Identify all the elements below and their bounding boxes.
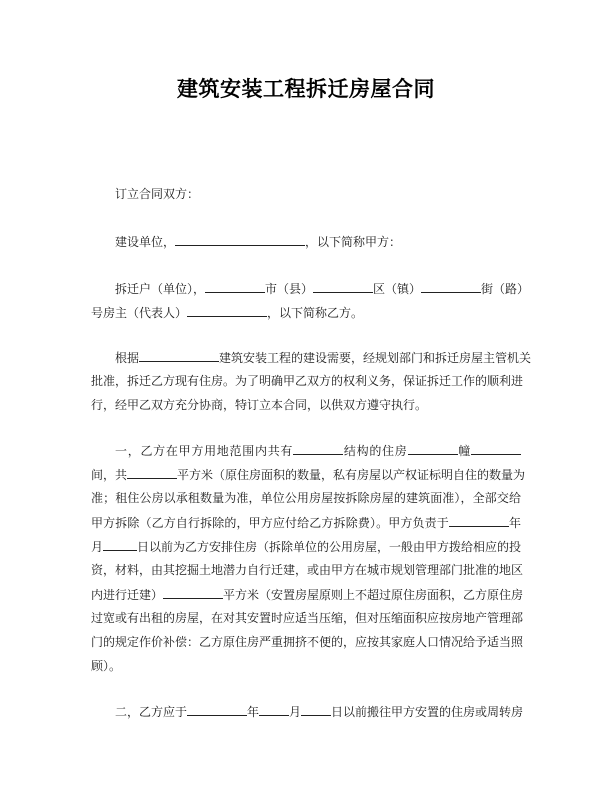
party-a-name-blank[interactable] <box>175 234 305 246</box>
move-day-blank[interactable] <box>301 704 331 716</box>
party-b-line-1: 拆迁户（单位）， 市（县） 区（镇） 街（路） <box>115 282 530 296</box>
month-day-blank[interactable] <box>103 539 137 551</box>
clause1-line-1: 一，乙方在甲方用地范围内共有 结构的住房 幢 <box>115 443 521 458</box>
clause2-line-1: 二，乙方应于 年 月 日以前搬往甲方安置的住房或周转房 <box>115 705 524 719</box>
parties-heading: 订立合同双方： <box>115 187 200 201</box>
clause1-line-9: 门的规定作价补偿：乙方原住房严重拥挤不便的，应按其家庭人口情况给予适当照 <box>91 635 524 649</box>
move-year-blank[interactable] <box>187 704 247 716</box>
room-count-blank[interactable] <box>471 443 521 455</box>
street-blank[interactable] <box>421 281 481 293</box>
clause1-line-7: 内进行迁建） 平方米（安置房屋原则上不超过原住房面积，乙方原住房 <box>91 588 524 602</box>
clause1-line-6: 资，材料，由其挖掘土地潜力自行迁建，或由甲方在城市规划管理部门批准的地区 <box>91 563 524 577</box>
preamble-line-1: 根据 建筑安装工程的建设需要，经规划部门和拆迁房屋主管机关 <box>115 351 532 365</box>
house-owner-blank[interactable] <box>187 305 267 317</box>
party-a-line: 建设单位， ，以下简称甲方： <box>115 235 402 249</box>
relocation-area-blank[interactable] <box>163 587 223 599</box>
city-blank[interactable] <box>205 281 265 293</box>
clause1-line-8: 过宽或有出租的房屋，在对其安置时应适当压缩，但对压缩面积应按房地产管理部 <box>91 611 524 625</box>
move-month-blank[interactable] <box>259 704 289 716</box>
document-title: 建筑安装工程拆迁房屋合同 <box>177 77 435 101</box>
party-b-line-2: 号房主（代表人） ，以下简称乙方。 <box>91 306 364 320</box>
structure-blank[interactable] <box>293 443 343 455</box>
clause1-line-5: 月 日以前为乙方安排住房（拆除单位的公用房屋，一般由甲方拨给相应的投 <box>91 540 522 554</box>
preamble-line-3: 行，经甲乙双方充分协商，特订立本合同，以供双方遵守执行。 <box>91 398 428 412</box>
clause1-line-3: 准；租住公房以承租数量为准，单位公用房屋按拆除房屋的建筑面准），全部交给 <box>91 491 521 505</box>
clause1-line-10: 顾）。 <box>91 659 122 673</box>
district-blank[interactable] <box>313 281 373 293</box>
preamble-line-2: 批准，拆迁乙方现有住房。为了明确甲乙双方的权利义务，保证拆迁工作的顺利进 <box>91 374 524 388</box>
clause1-line-4: 甲方拆除（乙方自行拆除的，甲方应付给乙方拆除费）。甲方负责于 年 <box>91 516 521 530</box>
clause1-line-2: 间，共 平方米（原住房面积的数量，私有房屋以产权证标明自住的数量为 <box>91 468 526 482</box>
building-count-blank[interactable] <box>408 443 458 455</box>
project-blank[interactable] <box>139 350 219 362</box>
year-blank[interactable] <box>449 515 509 527</box>
area-blank[interactable] <box>127 467 177 479</box>
